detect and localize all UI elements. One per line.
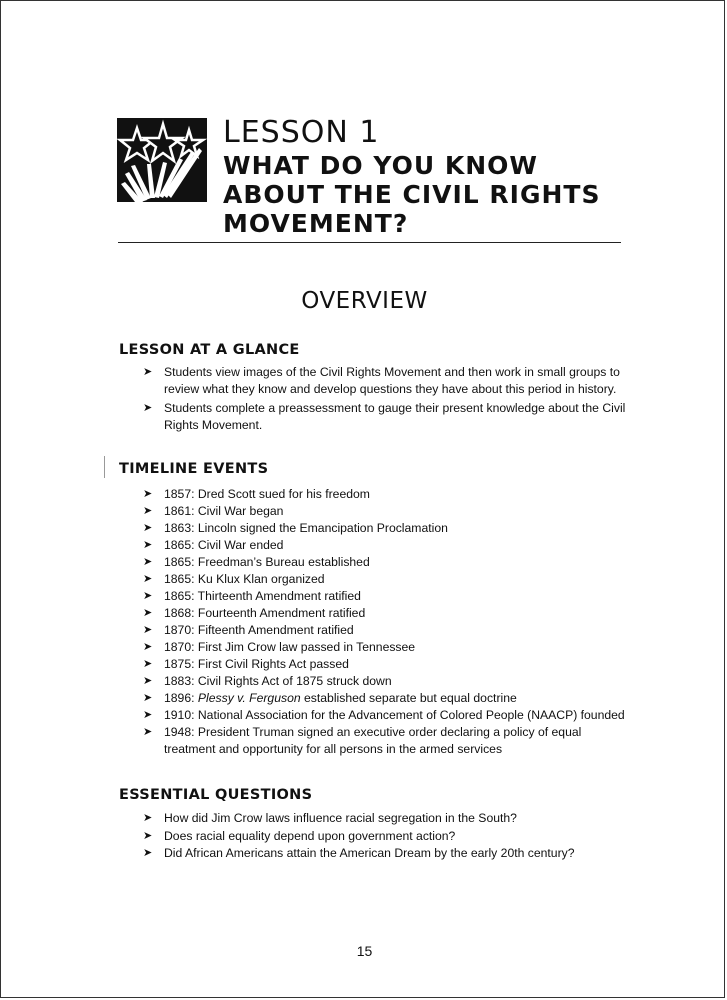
page-number: 15 xyxy=(356,943,373,959)
arrow-bullet-icon: ➤ xyxy=(143,658,153,670)
list-item: ➤ 1870: Fifteenth Amendment ratified xyxy=(143,623,354,637)
arrow-bullet-icon: ➤ xyxy=(143,692,153,704)
list-item: ➤ 1865: Ku Klux Klan organized xyxy=(143,572,325,586)
case-name: Plessy v. Ferguson xyxy=(197,691,301,705)
list-item: ➤ 1861: Civil War began xyxy=(143,504,284,518)
essential-questions-list xyxy=(143,810,633,863)
lesson-at-a-glance-heading: LESSON AT A GLANCE xyxy=(119,342,300,358)
list-item: ➤ Did African Americans attain the American Dream by the early 20th century? xyxy=(143,845,633,863)
arrow-bullet-icon: ➤ xyxy=(143,556,153,568)
timeline-events-list xyxy=(143,486,633,758)
lesson-label: LESSON 1 xyxy=(223,115,380,150)
timeline-events-heading: TIMELINE EVENTS xyxy=(119,461,269,477)
arrow-bullet-icon: ➤ xyxy=(143,505,153,517)
arrow-bullet-icon: ➤ xyxy=(143,726,153,738)
arrow-bullet-icon: ➤ xyxy=(143,522,153,534)
list-item: ➤ 1948: President Truman signed an executive order declaring a policy of equal treatment and opportunity for all persons in the armed services xyxy=(143,725,582,756)
arrow-bullet-icon: ➤ xyxy=(143,641,153,653)
arrow-bullet-icon: ➤ xyxy=(143,607,153,619)
arrow-bullet-icon: ➤ xyxy=(143,488,153,500)
arrow-bullet-icon: ➤ xyxy=(143,624,153,636)
list-item: ➤ 1910: National Association for the Advancement of Colored People (NAACP) founded xyxy=(143,708,625,722)
arrow-bullet-icon: ➤ xyxy=(143,847,153,859)
arrow-bullet-icon: ➤ xyxy=(143,812,153,824)
essential-questions-heading: ESSENTIAL QUESTIONS xyxy=(119,787,313,803)
arrow-bullet-icon: ➤ xyxy=(143,709,153,721)
overview-heading: OVERVIEW xyxy=(301,288,428,314)
arrow-bullet-icon: ➤ xyxy=(143,402,153,414)
list-item: ➤ Students complete a preassessment to gauge their present knowledge about the Civil Rights Movement. xyxy=(143,401,626,432)
list-item: ➤ 1868: Fourteenth Amendment ratified xyxy=(143,606,366,620)
arrow-bullet-icon: ➤ xyxy=(143,539,153,551)
list-item: ➤ 1870: First Jim Crow law passed in Tennessee xyxy=(143,640,416,654)
arrow-bullet-icon: ➤ xyxy=(143,573,153,585)
list-item: ➤ How did Jim Crow laws influence racial segregation in the South? xyxy=(143,810,633,828)
list-item: ➤ 1865: Thirteenth Amendment ratified xyxy=(143,589,361,603)
lesson-title: WHAT DO YOU KNOW ABOUT THE CIVIL RIGHTS MOVEMENT? xyxy=(223,151,601,238)
arrow-bullet-icon: ➤ xyxy=(143,366,153,378)
list-item: ➤ 1865: Freedman’s Bureau established xyxy=(143,555,370,569)
lesson-at-a-glance-list xyxy=(143,364,633,436)
title-divider xyxy=(118,242,621,243)
list-item: ➤ 1865: Civil War ended xyxy=(143,538,284,552)
list-item: ➤ 1883: Civil Rights Act of 1875 struck down xyxy=(143,674,392,688)
list-item: ➤ 1863: Lincoln signed the Emancipation Proclamation xyxy=(143,521,448,535)
arrow-bullet-icon: ➤ xyxy=(143,590,153,602)
arrow-bullet-icon: ➤ xyxy=(143,829,153,842)
list-item: ➤ Does racial equality depend upon government action? xyxy=(143,828,633,846)
arrow-bullet-icon: ➤ xyxy=(143,675,153,687)
list-item: ➤ 1896: Plessy v. Ferguson established separate but equal doctrine xyxy=(143,691,517,705)
margin-mark xyxy=(104,456,105,478)
list-item: ➤ 1857: Dred Scott sued for his freedom xyxy=(143,487,370,501)
list-item: ➤ 1875: First Civil Rights Act passed xyxy=(143,657,349,671)
stars-burst-icon xyxy=(117,118,207,202)
list-item: ➤ Students view images of the Civil Rights Movement and then work in small groups to review what they know and develop questions they have about this period in history. xyxy=(143,365,620,396)
